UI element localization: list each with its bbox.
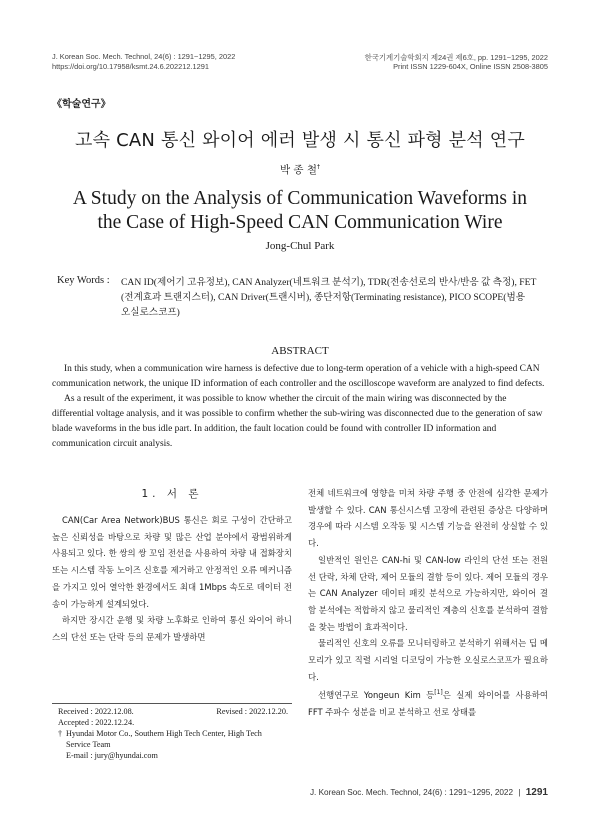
- abstract-title: ABSTRACT: [271, 345, 329, 357]
- right-column-body: [308, 485, 548, 721]
- header-journal-line: J. Korean Soc. Mech. Technol, 24(6) : 1291~1295, 2022: [52, 52, 236, 61]
- footnote-block: [58, 706, 292, 761]
- author-korean: [0, 162, 600, 177]
- keywords-line: 오실로스코프): [121, 307, 180, 318]
- footer-citation: J. Korean Soc. Mech. Technol, 24(6) : 1291~1295, 2022: [309, 788, 514, 797]
- citation-reference[interactable]: [1]: [434, 689, 443, 697]
- article-category: 《학술연구》: [52, 99, 111, 110]
- section-1-title: 1. 서 론: [141, 488, 203, 500]
- affiliation-line: Service Team: [66, 740, 111, 749]
- body-paragraph: 일반적인 원인은 CAN-hi 및 CAN-low 라인의 단선 또는 전원선 단락, 차체 단락, 제어 모듈의 결함 등이 있다. 제어 모듈의 경우는 CAN Analyzer 데이터 패킷 분석으로 가능하지만, 와이어 결함 분석에는 적합하지 않고 물리적인 계층의 신호를 분석하여 결함을 찾는 방법이 효과적이다.: [308, 554, 548, 632]
- page-number: 1291: [525, 787, 548, 798]
- abstract-paragraph-1: In this study, when a communication wire harness is defective due to long-term operation of a vehicle with a high-speed CAN communication network, the unique ID information of each controller and the oscilloscope waveform are analyzed to find defects.: [52, 364, 545, 389]
- body-paragraph: [308, 685, 548, 720]
- title-korean: 고속 CAN 통신 와이어 에러 발생 시 통신 파형 분석 연구: [75, 130, 525, 151]
- header-doi[interactable]: https://doi.org/10.17958/ksmt.24.6.202212.1291: [52, 62, 209, 71]
- body-paragraph: 전체 네트워크에 영향을 미쳐 차량 주행 중 안전에 심각한 문제가 발생할 수 있다. CAN 통신시스템 고장에 관련된 증상은 다양하며 경우에 따라 시스템 오작동 및 시스템 기능을 완전히 상실할 수 있다.: [308, 488, 548, 549]
- affiliation-line: Hyundai Motor Co., Southern High Tech Center, High Tech: [66, 729, 262, 738]
- revised-date: Revised : 2022.12.20.: [216, 707, 288, 716]
- author-email[interactable]: E-mail : jury@hyundai.com: [66, 751, 158, 760]
- author-english: Jong-Chul Park: [265, 240, 335, 252]
- keywords-line: CAN ID(제어기 고유정보), CAN Analyzer(네트워크 분석기), TDR(전송선로의 반사/반응 값 측정), FET: [121, 277, 537, 288]
- body-paragraph: 하지만 장시간 운행 및 차량 노후화로 인하여 통신 와이어 하니스의 단선 또는 단락 등의 문제가 발생하면: [52, 615, 292, 642]
- body-paragraph: CAN(Car Area Network)BUS 통신은 회로 구성이 간단하고 높은 신뢰성을 바탕으로 차량 및 많은 산업 분야에서 광범위하게 사용되고 있다. 한 쌍의 쌍 꼬임 전선을 사용하여 차량 내 접화장치 또는 시스템 작동 노이즈 신호를 제거하고 안정적인 오류 메커니즘을 가지고 있어 열악한 환경에서도 최대 1Mbps 속도로 데이터 전송이 가능하게 설계되었다.: [52, 515, 292, 609]
- keywords-list: [121, 275, 561, 320]
- accepted-date: Accepted : 2022.12.24.: [58, 718, 135, 727]
- page-footer: [310, 787, 548, 798]
- corresponding-author-mark: †: [317, 163, 321, 171]
- author-korean-name: 박 종 철: [279, 164, 318, 176]
- keywords-label: Key Words :: [57, 275, 110, 286]
- abstract-body: [52, 362, 548, 452]
- keywords-line: (전계효과 트랜지스터), CAN Driver(트랜시버), 종단저항(Terminating resistance), PICO SCOPE(범용: [121, 292, 526, 303]
- title-english: [0, 187, 600, 235]
- body-text: 은 실제 와이어를 사용하여 FFT 주파수 성분을 비교 분석하고 선로 상태를: [308, 690, 548, 717]
- footer-separator: |: [518, 788, 521, 797]
- body-paragraph: 물리적인 신호의 오류를 모니터링하고 분석하기 위해서는 딥 메모리가 있고 직렬 시리얼 디코딩이 가능한 오실로스코프가 필요하다.: [308, 638, 548, 682]
- footnote-divider: [52, 703, 292, 704]
- body-text: 선행연구로 Yongeun Kim 등: [318, 690, 435, 701]
- abstract-paragraph-2: As a result of the experiment, it was possible to know whether the circuit of the main wiring was disconnected by the differential voltage analysis, and it was possible to confirm whether the sub-wiring was disconnected due to the generation of saw blade waveforms in the bus idle part. In addition, the fault location could be found with controller ID information and communication circuit analysis.: [52, 394, 543, 449]
- received-date: Received : 2022.12.08.: [58, 707, 134, 716]
- section-1-body: [52, 512, 292, 646]
- title-english-line2: the Case of High-Speed CAN Communication Wire: [97, 212, 503, 233]
- header-issn: Print ISSN 1229-604X, Online ISSN 2508-3805: [393, 62, 548, 71]
- header-journal-ko: 한국기계기술학회지 제24권 제6호, pp. 1291~1295, 2022: [364, 53, 548, 62]
- affiliation-mark: †: [58, 729, 63, 738]
- title-english-line1: A Study on the Analysis of Communication Waveforms in: [72, 188, 528, 209]
